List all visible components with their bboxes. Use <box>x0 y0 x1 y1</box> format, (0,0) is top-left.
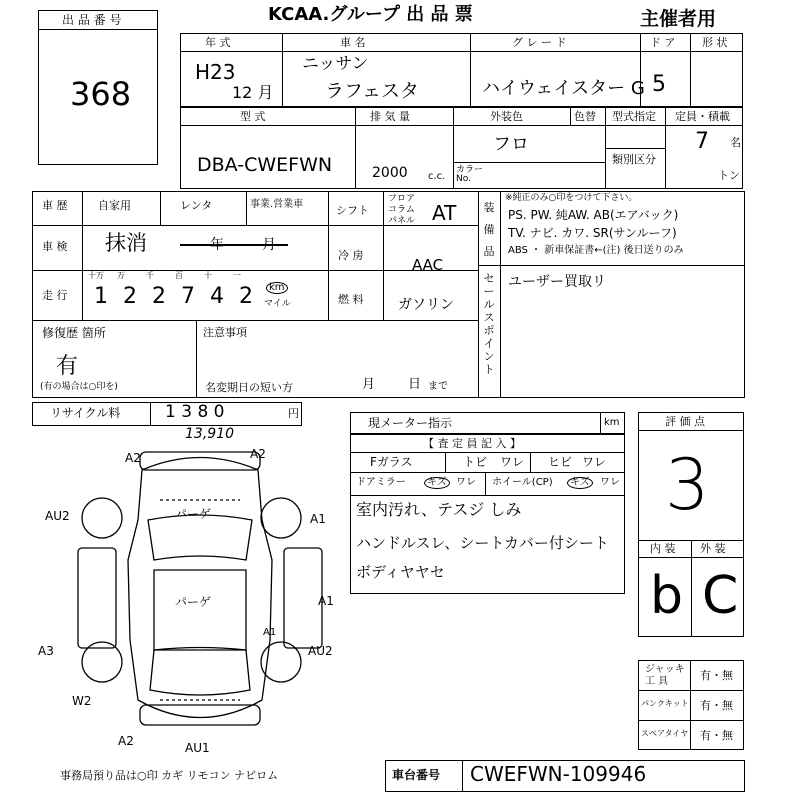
rear-bumper <box>140 705 260 725</box>
mileage-digit: 7 <box>181 284 195 309</box>
mile-label: マイル <box>264 299 291 309</box>
office-note: 事務局預り品は○印 カギ リモコン ナビロム <box>60 769 279 782</box>
rear-window <box>150 648 250 696</box>
shift-value: AT <box>432 201 457 225</box>
shift-options: フロア コラム パネル <box>388 194 416 226</box>
meter-label: 現メーター指示 <box>368 416 453 430</box>
kizu1-label: キズ <box>424 477 450 489</box>
fuel-value: ガソリン <box>398 297 454 313</box>
inspection-year-unit: 年 <box>210 237 224 253</box>
grade-value: ハイウェイスター G <box>482 78 645 99</box>
front-windshield <box>148 515 252 560</box>
mileage-digit: 2 <box>152 284 166 309</box>
equipment-label: 装備品 <box>483 201 495 258</box>
capacity-label: 定員・積載 <box>675 110 730 123</box>
wheel-front-left <box>82 498 122 538</box>
damage-mark-a1-small: A1 <box>263 627 277 638</box>
mileage-unit-label: 千 <box>146 271 154 280</box>
meter-unit: km <box>604 417 620 428</box>
recycle-value: 13,910 <box>185 426 234 442</box>
recycle-yen: 円 <box>288 407 299 420</box>
class-label: 類別区分 <box>612 153 656 166</box>
door-mirror-label: ドアミラー <box>356 477 406 488</box>
maker-value: ニッサン <box>302 54 369 74</box>
history-rental: レンタ <box>180 199 213 212</box>
exhibit-number: 368 <box>70 75 132 113</box>
ware1-label: ワレ <box>500 455 525 469</box>
car-body-outline <box>128 458 272 718</box>
deadline-month: 月 <box>362 377 376 392</box>
glass-label: Fガラス <box>370 455 413 469</box>
mileage-unit-label: 十 <box>204 271 212 280</box>
door-label: ド ア <box>650 36 676 49</box>
mileage-digit: 2 <box>239 284 253 309</box>
damage-mark-w2: W2 <box>72 694 92 708</box>
puncture-yes-no: 有・無 <box>700 699 733 712</box>
cc-unit: c.c. <box>428 171 446 182</box>
grade-label: グ レ ー ド <box>512 36 567 49</box>
deadline-label: 名変期日の短い方 <box>205 381 293 394</box>
front-bumper <box>140 452 260 470</box>
puncture-label: パンクキット <box>641 699 689 708</box>
mileage-unit-label: 百 <box>175 271 183 280</box>
mileage-digit: 2 <box>123 284 137 309</box>
deadline-day: 日 <box>408 377 422 392</box>
wheel-front-right <box>261 498 301 538</box>
damage-mark-au1: AU1 <box>185 741 210 755</box>
ware2-label: ワレ <box>582 455 607 469</box>
equipment-line3: ABS ・ 新車保証書←(注) 後日送りのみ <box>508 245 684 256</box>
history-private: 自家用 <box>98 199 131 212</box>
exterior-value: C <box>702 566 739 626</box>
exterior-color-value: フロ <box>493 134 529 155</box>
capacity-value: 7 <box>695 129 709 154</box>
door-value: 5 <box>652 72 666 97</box>
damage-mark-a3: A3 <box>38 644 54 658</box>
damage-mark-a2-front-right: A2 <box>250 447 266 461</box>
chassis-label: 車台番号 <box>392 768 441 782</box>
evaluation-score: 3 <box>665 444 710 526</box>
displacement-value: 2000 <box>372 165 408 181</box>
inspection-value: 抹消 <box>105 231 147 255</box>
sales-point-label: セールスポイント <box>483 272 495 376</box>
inspector-title: 【 査 定 員 記 入 】 <box>423 437 521 450</box>
capacity-unit: 名 <box>730 136 741 149</box>
hibi-label: ヒビ <box>548 455 573 469</box>
roof <box>154 570 246 650</box>
history-business: 事業.営業車 <box>250 199 304 210</box>
fuel-label: 燃 料 <box>338 293 364 306</box>
model-value: ラフェスタ <box>325 80 420 102</box>
notes-label: 注意事項 <box>203 326 247 339</box>
damage-mark-parge-hood: パーゲ <box>175 507 212 521</box>
damage-mark-au2-right: AU2 <box>308 644 333 658</box>
left-side-panel <box>78 548 116 648</box>
evaluation-label: 評 価 点 <box>665 415 705 428</box>
ton-unit: トン <box>718 169 740 182</box>
type-label: 型 式 <box>240 110 266 123</box>
damage-mark-au2-left: AU2 <box>45 509 70 523</box>
chassis-value: CWEFWN-109946 <box>470 762 647 786</box>
ac-value: AAC <box>412 256 444 274</box>
equipment-line1: PS. PW. 純AW. AB(エアバック) <box>508 208 679 222</box>
shift-label: シフト <box>336 204 369 217</box>
repaint-label: 色替 <box>574 110 596 123</box>
interior-value: b <box>650 566 684 626</box>
damage-mark-parge-roof: パーゲ <box>175 595 212 609</box>
equipment-note: ※純正のみ○印をつけて下さい。 <box>505 193 638 203</box>
car-name-label: 車 名 <box>340 36 366 49</box>
inspector-comment-2: ハンドルスレ、シートカバー付シート <box>356 534 609 552</box>
damage-mark-a1-side: A1 <box>318 594 334 608</box>
year-value: H23 <box>195 60 236 84</box>
interior-label: 内 装 <box>650 542 676 555</box>
km-label: km <box>266 282 288 294</box>
exterior-color-label: 外装色 <box>490 110 523 123</box>
repair-label: 修復歴 箇所 <box>42 326 106 340</box>
kizu2-label: キズ <box>567 477 593 489</box>
organizer-label: 主催者用 <box>640 8 717 30</box>
sheet-title: KCAA.グループ 出 品 票 <box>268 4 473 25</box>
displacement-label: 排 気 量 <box>370 110 410 123</box>
jack-yes-no: 有・無 <box>700 669 733 682</box>
sales-point-value: ユーザー買取リ <box>508 274 606 290</box>
inspector-comment-1: 室内汚れ、テスジ しみ <box>356 500 522 519</box>
spare-label: スペアタイヤ <box>641 729 689 738</box>
wheel-label: ホイール(CP) <box>492 477 553 488</box>
repair-note: (有の場合は○印を) <box>40 382 118 392</box>
recycle-strike: 1 3 8 0 <box>165 402 225 422</box>
repair-value: 有 <box>56 354 79 379</box>
recycle-label: リサイクル料 <box>50 406 121 420</box>
inspection-month-unit: 月 <box>262 237 276 253</box>
damage-mark-a1-right: A1 <box>310 512 326 526</box>
exhibit-number-label: 出 品 番 号 <box>62 13 122 27</box>
mileage-label: 走 行 <box>42 289 68 302</box>
inspection-label: 車 検 <box>42 240 68 253</box>
month-value: 12 月 <box>232 83 274 102</box>
mileage-digit: 4 <box>210 284 224 309</box>
year-label: 年 式 <box>205 36 231 49</box>
mileage-unit-label: 一 <box>233 271 241 280</box>
mileage-unit-label: 十万 <box>88 271 104 280</box>
color-no-label: カラー No. <box>456 165 484 184</box>
damage-mark-a2-rear: A2 <box>118 734 134 748</box>
jack-label: ジャッキ 工 具 <box>645 664 685 687</box>
body-label: 形 状 <box>702 36 728 49</box>
history-label: 車 歴 <box>42 199 68 212</box>
mileage-digit: 1 <box>94 284 108 309</box>
right-side-panel <box>284 548 322 648</box>
inspector-comment-3: ボディヤヤセ <box>356 563 445 581</box>
spare-yes-no: 有・無 <box>700 729 733 742</box>
tobi-label: トビ <box>463 455 488 469</box>
ware3-label: ワレ <box>456 477 476 488</box>
ware4-label: ワレ <box>600 477 620 488</box>
deadline-until: まで <box>428 381 448 392</box>
type-designation-label: 型式指定 <box>612 110 656 123</box>
ac-label: 冷 房 <box>338 249 364 262</box>
mileage-unit-label: 万 <box>117 271 125 280</box>
equipment-line2: TV. ナビ. カワ. SR(サンルーフ) <box>508 226 677 240</box>
type-value: DBA-CWEFWN <box>197 154 333 176</box>
exterior-label: 外 装 <box>700 542 726 555</box>
damage-mark-a2-front: A2 <box>125 451 141 465</box>
